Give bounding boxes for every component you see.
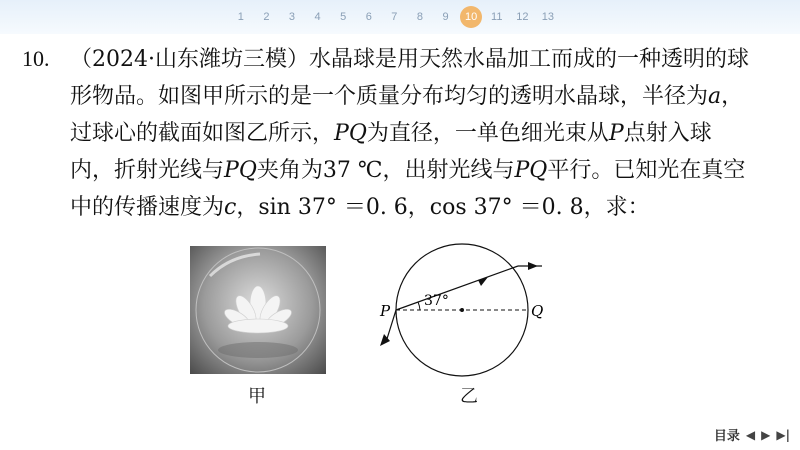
figure-label-yi: 乙 <box>460 386 478 407</box>
text-segment: 形物品。如图甲所示的是一个质量分布均匀的透明水晶球，半径为 <box>70 84 709 109</box>
point-q-label: Q <box>531 302 544 320</box>
question-line-1 <box>22 40 792 78</box>
text-segment: 点射入球 <box>623 121 712 146</box>
question-source: （2024·山东潍坊三模） <box>70 47 309 72</box>
text-segment: 内，折射光线与 <box>70 158 225 183</box>
page-navigator <box>228 6 561 28</box>
question-line-3 <box>22 115 792 152</box>
text-segment: ， <box>721 84 744 109</box>
last-page-icon[interactable]: ▶| <box>776 427 790 442</box>
point-p-label: P <box>380 302 391 320</box>
page-5[interactable]: 5 <box>340 11 347 23</box>
page-3[interactable]: 3 <box>288 11 296 23</box>
center-point <box>460 308 464 312</box>
page-9[interactable]: 9 <box>442 11 449 23</box>
angle-arc <box>418 302 420 310</box>
page-2[interactable]: 2 <box>263 11 270 23</box>
page-11[interactable]: 11 <box>491 11 503 23</box>
variable-pq: PQ <box>224 158 257 183</box>
variable-a: a <box>708 84 722 109</box>
crystal-ball-photo <box>190 246 326 374</box>
text-segment: 为直径，一单色细光束从 <box>366 121 609 146</box>
text-segment: 过球心的截面如图乙所示， <box>70 121 335 146</box>
variable-c: c <box>224 195 237 220</box>
text-segment: ，sin 37° ＝0. 6，cos 37° ＝0. 8，求： <box>236 195 650 220</box>
page-13[interactable]: 13 <box>541 11 555 23</box>
bottom-navigation <box>714 425 790 444</box>
question-line-2 <box>22 78 792 115</box>
emergent-arrow-icon <box>528 262 538 270</box>
next-page-icon[interactable]: ▶ <box>761 427 771 442</box>
page-8[interactable]: 8 <box>416 11 424 23</box>
refracted-ray <box>396 266 518 310</box>
page-1[interactable]: 1 <box>237 11 244 23</box>
variable-pq: PQ <box>514 158 548 183</box>
text-segment: 夹角为37 ℃，出射光线与 <box>256 158 515 183</box>
text-segment: 中的传播速度为 <box>70 195 225 220</box>
page-10-current[interactable]: 10 <box>460 6 482 28</box>
lotus-in-crystal-ball-image <box>190 246 326 374</box>
text-segment: 平行。已知光在真空 <box>547 158 746 183</box>
variable-pq: PQ <box>334 121 367 146</box>
question-line-5 <box>22 189 792 226</box>
question-text <box>22 40 792 226</box>
top-bar <box>0 0 800 34</box>
question-line-1-text: 水晶球是用天然水晶加工而成的一种透明的球 <box>308 47 749 72</box>
page-4[interactable]: 4 <box>314 11 321 23</box>
prev-page-icon[interactable]: ◀ <box>745 427 756 442</box>
question-line-4 <box>22 152 792 189</box>
toc-button[interactable]: 目录 <box>713 429 740 444</box>
figure-label-jia: 甲 <box>248 386 266 407</box>
question-number: 10. <box>22 46 50 71</box>
page-12[interactable]: 12 <box>516 11 529 23</box>
angle-label: 37° <box>424 293 449 309</box>
optics-diagram <box>378 242 548 402</box>
variable-p: P <box>608 121 624 146</box>
page-7[interactable]: 7 <box>391 11 398 23</box>
page-6[interactable]: 6 <box>365 11 372 23</box>
